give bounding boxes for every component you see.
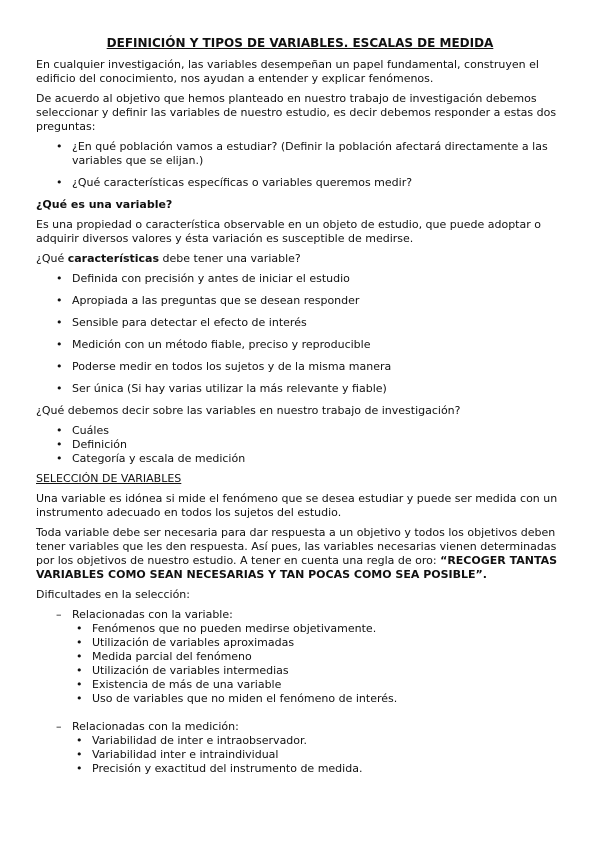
- list-item: • Medida parcial del fenómeno: [36, 650, 564, 664]
- list-item: • Variabilidad de inter e intraobservador.: [36, 734, 564, 748]
- list-item: • Utilización de variables intermedias: [36, 664, 564, 678]
- list-item: • Categoría y escala de medición: [36, 452, 564, 466]
- list-item: • Variabilidad inter e intraindividual: [36, 748, 564, 762]
- list-item: • ¿Qué características específicas o variables queremos medir?: [36, 176, 564, 190]
- characteristics-list: [36, 272, 564, 396]
- suitability-paragraph: Una variable es idónea si mide el fenómeno que se desea estudiar y puede ser medida con un instrumento adecuado en todos los sujetos del estudio.: [36, 492, 558, 519]
- report-question: ¿Qué debemos decir sobre las variables en nuestro trabajo de investigación?: [36, 404, 461, 417]
- list-item: • Definida con precisión y antes de iniciar el estudio: [36, 272, 564, 286]
- list-item: • Existencia de más de una variable: [36, 678, 564, 692]
- document-page: [36, 36, 564, 782]
- difficulty-group-medicion: – Relacionadas con la medición:: [36, 720, 564, 734]
- difficulty-group-variable: – Relacionadas con la variable:: [36, 608, 564, 622]
- list-item: • ¿En qué población vamos a estudiar? (Definir la población afectará directamente a las variables que se elijan.): [36, 140, 564, 168]
- list-item: • Fenómenos que no pueden medirse objetivamente.: [36, 622, 564, 636]
- difficulty-list-variable: [36, 622, 564, 706]
- objective-paragraph: De acuerdo al objetivo que hemos planteado en nuestro trabajo de investigación debemos seleccionar y definir las variables de nuestro estudio, es decir debemos responder a estas dos preguntas:: [36, 92, 557, 133]
- difficulties-heading: Dificultades en la selección:: [36, 588, 190, 601]
- section-heading-seleccion: SELECCIÓN DE VARIABLES: [36, 472, 182, 485]
- list-item: • Medición con un método fiable, preciso y reproducible: [36, 338, 564, 352]
- necessity-text: Toda variable debe ser necesaria para dar respuesta a un objetivo y todos los objetivos deben tener variables que les den respuesta. Así pues, las variables necesarias vienen determinadas por los objetivos de nuestro estudio. A tener en cuenta una regla de oro:: [36, 526, 557, 567]
- list-item: • Ser única (Si hay varias utilizar la más relevante y fiable): [36, 382, 564, 396]
- list-item: • Apropiada a las preguntas que se desean responder: [36, 294, 564, 308]
- list-item: • Cuáles: [36, 424, 564, 438]
- section-heading-variable: ¿Qué es una variable?: [36, 198, 173, 211]
- definition-paragraph: Es una propiedad o característica observable en un objeto de estudio, que puede adoptar o adquirir diversos valores y ésta variación es susceptible de medirse.: [36, 218, 541, 245]
- list-item: • Uso de variables que no miden el fenómeno de interés.: [36, 692, 564, 706]
- question-text: debe tener una variable?: [159, 252, 301, 265]
- report-list: [36, 424, 564, 466]
- questions-list: [36, 140, 564, 190]
- list-item: • Poderse medir en todos los sujetos y de la misma manera: [36, 360, 564, 374]
- list-item: • Sensible para detectar el efecto de interés: [36, 316, 564, 330]
- intro-paragraph: En cualquier investigación, las variables desempeñan un papel fundamental, construyen el edificio del conocimiento, nos ayudan a entender y explicar fenómenos.: [36, 58, 539, 85]
- question-text: ¿Qué: [36, 252, 68, 265]
- golden-rule: “RECOGER TANTAS VARIABLES COMO SEAN NECESARIAS Y TAN POCAS COMO SEA POSIBLE”.: [36, 554, 558, 581]
- question-emphasis: características: [67, 252, 160, 265]
- characteristics-question: [36, 252, 564, 266]
- page-title: DEFINICIÓN Y TIPOS DE VARIABLES. ESCALAS DE MEDIDA: [106, 36, 494, 50]
- list-item: • Utilización de variables aproximadas: [36, 636, 564, 650]
- difficulty-list-medicion: [36, 734, 564, 776]
- list-item: • Precisión y exactitud del instrumento de medida.: [36, 762, 564, 776]
- list-item: • Definición: [36, 438, 564, 452]
- necessity-paragraph: [36, 526, 564, 582]
